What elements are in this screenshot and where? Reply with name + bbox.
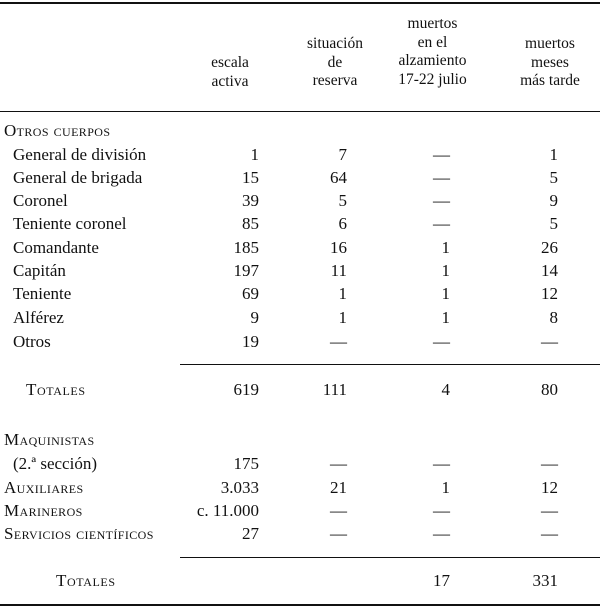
table-row: Teniente 69 1 1 12 bbox=[13, 284, 558, 303]
totals-rule bbox=[180, 557, 600, 558]
table-row: Servicios científicos 27 — — — bbox=[4, 524, 558, 543]
header-muertos-meses: muertos meses más tarde bbox=[520, 35, 580, 89]
totals-row: Totales 619 111 4 80 bbox=[26, 380, 558, 399]
table-row: Comandante 185 16 1 26 bbox=[13, 238, 558, 257]
table-row: Marineros c. 11.000 — — — bbox=[4, 501, 558, 520]
header-muertos-alzamiento: muertos en el alzamiento 17-22 julio bbox=[398, 15, 467, 88]
totals-row: Totales 17 331 bbox=[56, 571, 558, 590]
table-row: General de división 1 7 — 1 bbox=[13, 145, 558, 164]
table-row: Auxiliares 3.033 21 1 12 bbox=[4, 478, 558, 497]
header-situacion-reserva: situación de reserva bbox=[307, 35, 363, 89]
top-rule bbox=[0, 2, 600, 4]
table-row: Teniente coronel 85 6 — 5 bbox=[13, 214, 558, 233]
header-rule bbox=[0, 111, 600, 112]
table-row: (2.ª sección) 175 — — — bbox=[13, 454, 558, 473]
table-row: General de brigada 15 64 — 5 bbox=[13, 168, 558, 187]
table-row: Capitán 197 11 1 14 bbox=[13, 261, 558, 280]
table-row: Otros 19 — — — bbox=[13, 332, 558, 351]
header-escala-activa: escala activa bbox=[211, 54, 249, 90]
subtotal-rule bbox=[180, 364, 600, 365]
bottom-rule bbox=[0, 604, 600, 606]
table-row: Coronel 39 5 — 9 bbox=[13, 191, 558, 210]
table-row: Alférez 9 1 1 8 bbox=[13, 308, 558, 327]
section-heading-otros-cuerpos: Otros cuerpos bbox=[4, 121, 111, 140]
section-heading-maquinistas: Maquinistas bbox=[4, 430, 95, 449]
